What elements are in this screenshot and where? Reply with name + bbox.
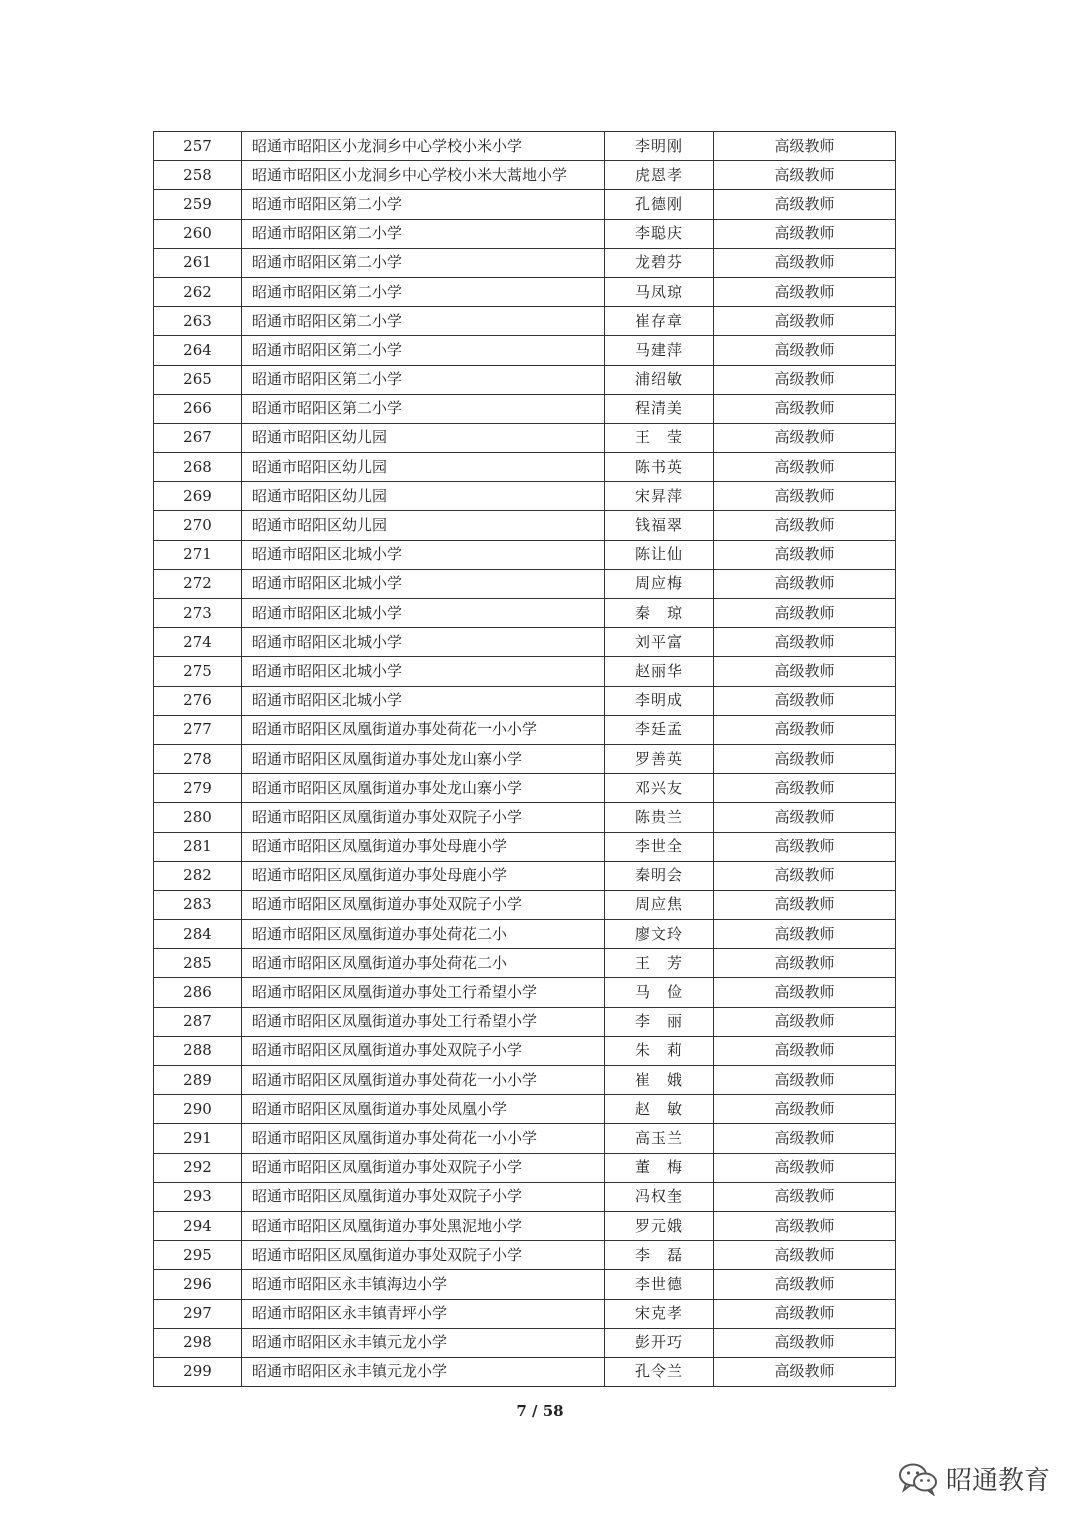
table-row	[154, 949, 896, 978]
teacher-name: 冯权奎	[605, 1182, 714, 1211]
teacher-title: 高级教师	[714, 423, 896, 452]
table-row	[154, 1153, 896, 1182]
table-row	[154, 190, 896, 219]
school-name: 昭通市昭阳区第二小学	[242, 248, 605, 277]
school-name: 昭通市昭阳区小龙洞乡中心学校小米大蒿地小学	[242, 161, 605, 190]
row-number: 257	[154, 132, 242, 161]
teacher-name: 罗元娥	[605, 1211, 714, 1240]
table-row	[154, 569, 896, 598]
teacher-title: 高级教师	[714, 482, 896, 511]
teacher-name: 龙碧芬	[605, 248, 714, 277]
teacher-name: 李聪庆	[605, 219, 714, 248]
table-row	[154, 219, 896, 248]
table-row	[154, 832, 896, 861]
teacher-name: 朱 莉	[605, 1036, 714, 1065]
school-name: 昭通市昭阳区第二小学	[242, 190, 605, 219]
table-row	[154, 686, 896, 715]
school-name: 昭通市昭阳区北城小学	[242, 599, 605, 628]
teacher-name: 罗善英	[605, 744, 714, 773]
school-name: 昭通市昭阳区凤凰街道办事处双院子小学	[242, 1241, 605, 1270]
row-number: 270	[154, 511, 242, 540]
teacher-title: 高级教师	[714, 774, 896, 803]
row-number: 291	[154, 1124, 242, 1153]
teacher-name: 高玉兰	[605, 1124, 714, 1153]
teacher-title: 高级教师	[714, 511, 896, 540]
school-name: 昭通市昭阳区幼儿园	[242, 423, 605, 452]
row-number: 285	[154, 949, 242, 978]
table-row	[154, 161, 896, 190]
school-name: 昭通市昭阳区永丰镇海边小学	[242, 1270, 605, 1299]
teacher-name: 廖文玲	[605, 920, 714, 949]
teacher-title: 高级教师	[714, 890, 896, 919]
table-row	[154, 1241, 896, 1270]
table-row	[154, 774, 896, 803]
table-row	[154, 803, 896, 832]
row-number: 293	[154, 1182, 242, 1211]
teacher-title: 高级教师	[714, 1036, 896, 1065]
teacher-name: 周应焦	[605, 890, 714, 919]
teacher-title: 高级教师	[714, 1095, 896, 1124]
teacher-title: 高级教师	[714, 803, 896, 832]
teacher-title: 高级教师	[714, 132, 896, 161]
teacher-title: 高级教师	[714, 1124, 896, 1153]
teacher-name: 浦绍敏	[605, 365, 714, 394]
teacher-name: 刘平富	[605, 628, 714, 657]
teacher-name: 赵丽华	[605, 657, 714, 686]
teacher-name: 陈让仙	[605, 540, 714, 569]
teacher-title: 高级教师	[714, 628, 896, 657]
table-row	[154, 1095, 896, 1124]
school-name: 昭通市昭阳区北城小学	[242, 686, 605, 715]
teacher-name: 宋克孝	[605, 1299, 714, 1328]
teacher-name: 李明刚	[605, 132, 714, 161]
school-name: 昭通市昭阳区第二小学	[242, 336, 605, 365]
table-row	[154, 423, 896, 452]
school-name: 昭通市昭阳区第二小学	[242, 365, 605, 394]
school-name: 昭通市昭阳区凤凰街道办事处龙山寨小学	[242, 774, 605, 803]
watermark	[898, 1460, 1050, 1497]
school-name: 昭通市昭阳区幼儿园	[242, 482, 605, 511]
table-row	[154, 482, 896, 511]
school-name: 昭通市昭阳区北城小学	[242, 569, 605, 598]
teacher-title: 高级教师	[714, 336, 896, 365]
teacher-name: 李明成	[605, 686, 714, 715]
row-number: 267	[154, 423, 242, 452]
teacher-name: 董 梅	[605, 1153, 714, 1182]
school-name: 昭通市昭阳区凤凰街道办事处双院子小学	[242, 1182, 605, 1211]
teacher-title: 高级教师	[714, 1241, 896, 1270]
teacher-name: 彭开巧	[605, 1328, 714, 1357]
teacher-name: 秦明会	[605, 861, 714, 890]
teacher-list-table	[153, 131, 896, 1387]
table-row	[154, 599, 896, 628]
school-name: 昭通市昭阳区凤凰街道办事处荷花一小小学	[242, 715, 605, 744]
school-name: 昭通市昭阳区永丰镇元龙小学	[242, 1357, 605, 1386]
table-row	[154, 1328, 896, 1357]
teacher-title: 高级教师	[714, 832, 896, 861]
teacher-title: 高级教师	[714, 1299, 896, 1328]
row-number: 287	[154, 1007, 242, 1036]
teacher-name: 马 俭	[605, 978, 714, 1007]
row-number: 290	[154, 1095, 242, 1124]
row-number: 286	[154, 978, 242, 1007]
row-number: 298	[154, 1328, 242, 1357]
table-row	[154, 1299, 896, 1328]
teacher-title: 高级教师	[714, 161, 896, 190]
teacher-title: 高级教师	[714, 1066, 896, 1095]
row-number: 274	[154, 628, 242, 657]
school-name: 昭通市昭阳区幼儿园	[242, 453, 605, 482]
school-name: 昭通市昭阳区永丰镇元龙小学	[242, 1328, 605, 1357]
school-name: 昭通市昭阳区凤凰街道办事处母鹿小学	[242, 861, 605, 890]
teacher-title: 高级教师	[714, 1357, 896, 1386]
teacher-name: 秦 琼	[605, 599, 714, 628]
teacher-title: 高级教师	[714, 744, 896, 773]
table-body	[154, 132, 896, 1387]
row-number: 289	[154, 1066, 242, 1095]
row-number: 268	[154, 453, 242, 482]
row-number: 271	[154, 540, 242, 569]
row-number: 283	[154, 890, 242, 919]
row-number: 265	[154, 365, 242, 394]
school-name: 昭通市昭阳区北城小学	[242, 540, 605, 569]
teacher-name: 邓兴友	[605, 774, 714, 803]
teacher-title: 高级教师	[714, 861, 896, 890]
row-number: 275	[154, 657, 242, 686]
teacher-title: 高级教师	[714, 394, 896, 423]
table-row	[154, 861, 896, 890]
row-number: 279	[154, 774, 242, 803]
row-number: 292	[154, 1153, 242, 1182]
table-row	[154, 453, 896, 482]
school-name: 昭通市昭阳区凤凰街道办事处凤凰小学	[242, 1095, 605, 1124]
table-row	[154, 132, 896, 161]
row-number: 282	[154, 861, 242, 890]
teacher-name: 李世全	[605, 832, 714, 861]
table-row	[154, 744, 896, 773]
teacher-name: 李 丽	[605, 1007, 714, 1036]
teacher-name: 孔德刚	[605, 190, 714, 219]
page-number: 7 / 58	[516, 1402, 564, 1420]
row-number: 296	[154, 1270, 242, 1299]
school-name: 昭通市昭阳区凤凰街道办事处荷花二小	[242, 949, 605, 978]
table-row	[154, 715, 896, 744]
row-number: 299	[154, 1357, 242, 1386]
row-number: 273	[154, 599, 242, 628]
school-name: 昭通市昭阳区第二小学	[242, 277, 605, 306]
row-number: 294	[154, 1211, 242, 1240]
school-name: 昭通市昭阳区第二小学	[242, 394, 605, 423]
row-number: 278	[154, 744, 242, 773]
teacher-name: 赵 敏	[605, 1095, 714, 1124]
teacher-name: 钱福翠	[605, 511, 714, 540]
teacher-name: 李廷孟	[605, 715, 714, 744]
school-name: 昭通市昭阳区幼儿园	[242, 511, 605, 540]
school-name: 昭通市昭阳区凤凰街道办事处龙山寨小学	[242, 744, 605, 773]
teacher-title: 高级教师	[714, 1007, 896, 1036]
row-number: 288	[154, 1036, 242, 1065]
teacher-title: 高级教师	[714, 920, 896, 949]
teacher-name: 马建萍	[605, 336, 714, 365]
teacher-title: 高级教师	[714, 569, 896, 598]
teacher-title: 高级教师	[714, 453, 896, 482]
school-name: 昭通市昭阳区凤凰街道办事处黑泥地小学	[242, 1211, 605, 1240]
school-name: 昭通市昭阳区凤凰街道办事处荷花一小小学	[242, 1124, 605, 1153]
teacher-title: 高级教师	[714, 1182, 896, 1211]
table-row	[154, 920, 896, 949]
school-name: 昭通市昭阳区北城小学	[242, 628, 605, 657]
school-name: 昭通市昭阳区凤凰街道办事处双院子小学	[242, 890, 605, 919]
table-row	[154, 1124, 896, 1153]
row-number: 261	[154, 248, 242, 277]
row-number: 259	[154, 190, 242, 219]
teacher-name: 周应梅	[605, 569, 714, 598]
teacher-name: 王 芳	[605, 949, 714, 978]
row-number: 260	[154, 219, 242, 248]
teacher-title: 高级教师	[714, 657, 896, 686]
row-number: 295	[154, 1241, 242, 1270]
school-name: 昭通市昭阳区永丰镇青坪小学	[242, 1299, 605, 1328]
school-name: 昭通市昭阳区第二小学	[242, 219, 605, 248]
teacher-name: 马凤琼	[605, 277, 714, 306]
row-number: 277	[154, 715, 242, 744]
row-number: 297	[154, 1299, 242, 1328]
school-name: 昭通市昭阳区第二小学	[242, 307, 605, 336]
table-row	[154, 336, 896, 365]
teacher-name: 孔令兰	[605, 1357, 714, 1386]
row-number: 276	[154, 686, 242, 715]
row-number: 262	[154, 277, 242, 306]
teacher-title: 高级教师	[714, 277, 896, 306]
wechat-icon	[898, 1462, 938, 1496]
teacher-name: 陈贵兰	[605, 803, 714, 832]
school-name: 昭通市昭阳区凤凰街道办事处双院子小学	[242, 1036, 605, 1065]
school-name: 昭通市昭阳区凤凰街道办事处荷花一小小学	[242, 1066, 605, 1095]
teacher-title: 高级教师	[714, 307, 896, 336]
teacher-name: 王 莹	[605, 423, 714, 452]
row-number: 264	[154, 336, 242, 365]
table-row	[154, 1182, 896, 1211]
table-row	[154, 1270, 896, 1299]
row-number: 263	[154, 307, 242, 336]
teacher-title: 高级教师	[714, 949, 896, 978]
teacher-title: 高级教师	[714, 978, 896, 1007]
row-number: 281	[154, 832, 242, 861]
teacher-title: 高级教师	[714, 599, 896, 628]
table-row	[154, 657, 896, 686]
school-name: 昭通市昭阳区北城小学	[242, 657, 605, 686]
teacher-name: 陈书英	[605, 453, 714, 482]
table-row	[154, 628, 896, 657]
row-number: 269	[154, 482, 242, 511]
teacher-name: 崔 娥	[605, 1066, 714, 1095]
school-name: 昭通市昭阳区凤凰街道办事处双院子小学	[242, 1153, 605, 1182]
teacher-title: 高级教师	[714, 365, 896, 394]
teacher-title: 高级教师	[714, 540, 896, 569]
teacher-title: 高级教师	[714, 686, 896, 715]
row-number: 272	[154, 569, 242, 598]
teacher-title: 高级教师	[714, 1153, 896, 1182]
table-row	[154, 1007, 896, 1036]
table-row	[154, 511, 896, 540]
teacher-name: 虎恩孝	[605, 161, 714, 190]
teacher-name: 崔存章	[605, 307, 714, 336]
table-row	[154, 1036, 896, 1065]
row-number: 280	[154, 803, 242, 832]
school-name: 昭通市昭阳区凤凰街道办事处工行希望小学	[242, 1007, 605, 1036]
school-name: 昭通市昭阳区小龙洞乡中心学校小米小学	[242, 132, 605, 161]
row-number: 258	[154, 161, 242, 190]
teacher-title: 高级教师	[714, 219, 896, 248]
table-row	[154, 365, 896, 394]
table-row	[154, 1066, 896, 1095]
table-row	[154, 540, 896, 569]
table-row	[154, 394, 896, 423]
teacher-title: 高级教师	[714, 715, 896, 744]
table-row	[154, 248, 896, 277]
table-row	[154, 890, 896, 919]
teacher-name: 宋昇萍	[605, 482, 714, 511]
teacher-title: 高级教师	[714, 1211, 896, 1240]
teacher-name: 程清美	[605, 394, 714, 423]
table-row	[154, 307, 896, 336]
teacher-name: 李世德	[605, 1270, 714, 1299]
teacher-title: 高级教师	[714, 248, 896, 277]
teacher-title: 高级教师	[714, 1270, 896, 1299]
school-name: 昭通市昭阳区凤凰街道办事处荷花二小	[242, 920, 605, 949]
school-name: 昭通市昭阳区凤凰街道办事处工行希望小学	[242, 978, 605, 1007]
teacher-title: 高级教师	[714, 190, 896, 219]
watermark-text: 昭通教育	[945, 1466, 1050, 1496]
teacher-name: 李 磊	[605, 1241, 714, 1270]
school-name: 昭通市昭阳区凤凰街道办事处双院子小学	[242, 803, 605, 832]
table-row	[154, 1211, 896, 1240]
row-number: 284	[154, 920, 242, 949]
table-row	[154, 277, 896, 306]
school-name: 昭通市昭阳区凤凰街道办事处母鹿小学	[242, 832, 605, 861]
teacher-title: 高级教师	[714, 1328, 896, 1357]
table-row	[154, 1357, 896, 1386]
table-row	[154, 978, 896, 1007]
row-number: 266	[154, 394, 242, 423]
